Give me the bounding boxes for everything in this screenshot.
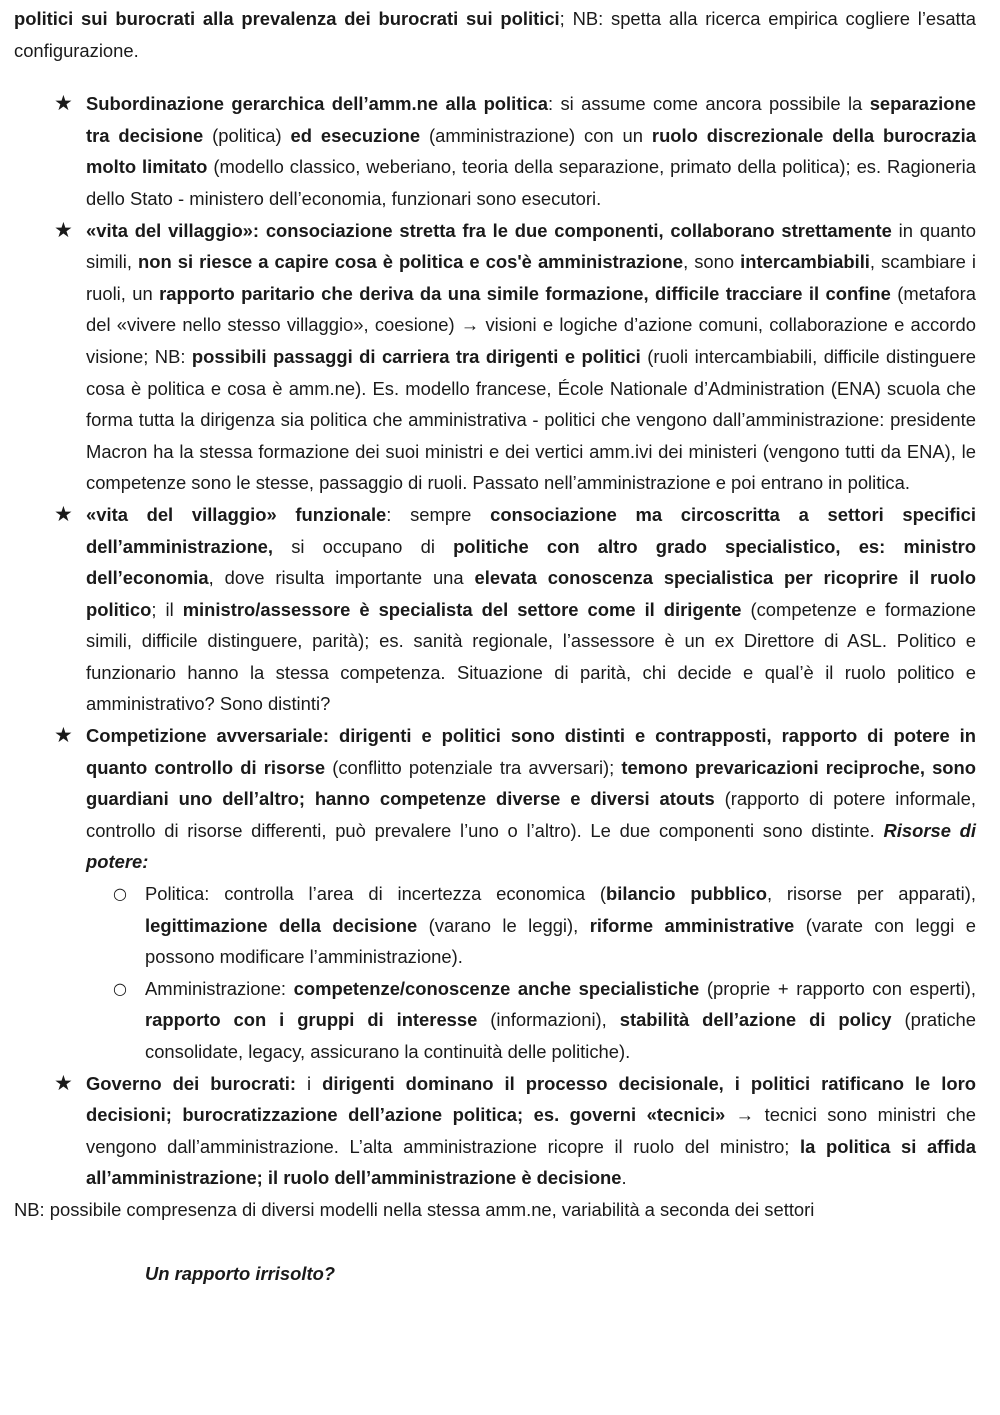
text-bold: separazione tra decisione [86,93,976,146]
text-bold: legittimazione della decisione [145,914,418,936]
text: , scambiare i ruoli, un [86,251,977,304]
text: (conflitto potenziale tra avversari); [325,756,622,778]
text: → tecnici sono ministri che vengono dall’amministrazione. L’alta amministrazione ricopre il ruolo del ministro; [86,1104,976,1157]
text: (varano le leggi), [417,914,590,936]
intro-paragraph [14,3,976,66]
text: (ruoli intercambiabili, difficile distinguere cosa è politica e cosa è amm.ne). Es. modello francese, École Nationale d’Administration (ENA) scuola che forma tutta la dirigenza sia politica che amministrativa - politici che vengono dall’amministrazione: presidente Macron ha la stessa formazione dei suoi ministri e dei vertici amm.ivi dei ministeri (vengono tutti da ENA), le competenze sono le stesse, passaggio di ruoli. Passato nell’amministrazione e poi entrano in politica. [86,345,976,494]
text-bold: politiche con altro grado specialistico, es: ministro dell’economia [86,535,976,589]
text: : sempre [386,503,491,525]
models-list [14,88,976,1194]
text-bold: elevata conoscenza specialistica per ricoprire il ruolo politico [86,567,976,620]
text: (informazioni), [477,1009,620,1031]
text: (varate con leggi e possono modificare l’amministrazione). [145,914,976,968]
text-bold: Competizione avversariale: dirigenti e politici sono distinti e contrapposti, rapporto di potere in quanto controllo di risorse [86,725,976,778]
text-bold: «vita del villaggio» funzionale [86,503,387,525]
text-bold: non si riesce a capire cosa è politica e cos'è amministrazione [138,251,684,273]
section-heading: Un rapporto irrisolto? [145,1262,336,1284]
list-item-vita-del-villaggio-funzionale [14,499,976,720]
text: , dove risulta importante una [208,567,475,589]
text-bold: possibili passaggi di carriera tra dirigenti e politici [191,345,641,367]
list-item-vita-del-villaggio [14,215,976,499]
star-bullet-icon: ★ [54,217,73,242]
text: (pratiche consolidate, legacy, assicurano la continuità delle politiche). [145,1009,976,1062]
footnote: NB: possibile compresenza di diversi modelli nella stessa amm.ne, variabilità a seconda dei settori [14,1198,815,1220]
text-bold: riforme amministrative [589,914,795,936]
text: , sono [683,251,741,273]
text: in quanto simili, [86,219,976,273]
text-bold: intercambiabili [740,251,870,273]
text: (metafora del «vivere nello stesso villaggio», coesione) → visioni e logiche d’azione comuni, collaborazione e accordo visione; NB: [86,282,976,367]
text-bold: ruolo discrezionale della burocrazia molto limitato [86,124,977,178]
star-bullet-icon: ★ [54,501,73,526]
text-bold: stabilità dell’azione di policy [619,1009,892,1031]
text: (rapporto di potere informale, controllo di risorse differenti, può prevalere l’uno o l’altro). Le due componenti sono distinte. [86,788,976,841]
text: si occupano di [273,535,454,557]
list-item-competizione-avversariale [14,720,976,1068]
list-item-subordinazione [14,88,976,214]
text: , risorse per apparati), [766,883,976,905]
text-bold: competenze/conoscenze anche specialistiche [293,977,700,999]
text-bold: consociazione ma circoscritta a settori specifici dell’amministrazione, [86,503,976,557]
text-bold: «vita del villaggio»: consociazione stretta fra le due componenti, collaborano strettamente [86,219,892,241]
text-bold: rapporto paritario che deriva da una simile formazione, difficile tracciare il confine [159,282,891,304]
text-bold: rapporto con i gruppi di interesse [145,1009,478,1031]
star-bullet-icon: ★ [54,723,73,748]
sub-item-amministrazione [86,973,976,1068]
text: Politica: controlla l’area di incertezza economica ( [145,883,607,905]
text: . [621,1167,627,1189]
text-bold: ministro/assessore è specialista del settore come il dirigente [182,598,742,620]
text: (competenze e formazione simili, difficile distinguere, parità); es. sanità regionale, l’assessore è un ex Direttore di ASL. Politico e funzionario hanno la stessa competenza. Situazione di parità, chi decide e qual’è il ruolo politico e amministrativo? Sono distinti? [86,598,976,715]
text-bold: temono prevaricazioni reciproche, sono guardiani uno dell’altro; hanno competenze diverse e diversi atouts [86,756,976,810]
text-bold: ed esecuzione [290,124,421,146]
intro-bold: politici sui burocrati alla prevalenza dei burocrati sui politici [14,8,560,29]
circle-bullet-icon: ○ [113,884,127,904]
text: ; il [151,598,183,620]
text-bold: Governo dei burocrati: [86,1072,297,1094]
text: (proprie + rapporto con esperti), [699,977,976,999]
text: Amministrazione: [145,977,294,999]
text-bold: la politica si affida all’amministrazione; il ruolo dell’amministrazione è decisione [86,1135,976,1189]
sub-item-politica [86,878,976,973]
text: (amministrazione) con un [420,124,652,146]
text: i [296,1072,323,1094]
text-bold-italic: Risorse di potere: [86,819,976,873]
intro-text: ; NB: spetta alla ricerca empirica cogliere l’esatta configurazione. [14,8,977,61]
star-bullet-icon: ★ [54,91,73,116]
text-bold: bilancio pubblico [606,883,767,905]
power-resources-list [86,878,976,1068]
list-item-governo-dei-burocrati [14,1068,976,1194]
star-bullet-icon: ★ [54,1070,73,1095]
text-bold: Subordinazione gerarchica dell’amm.ne alla politica [86,93,548,115]
text: (politica) [203,124,291,146]
circle-bullet-icon: ○ [113,978,127,998]
text: : si assume come ancora possibile la [547,93,870,115]
text-bold: dirigenti dominano il processo decisionale, i politici ratificano le loro decisioni; burocratizzazione dell’azione politica; es. governi «tecnici» [86,1072,976,1126]
text: (modello classico, weberiano, teoria della separazione, primato della politica); es. Ragioneria dello Stato - ministero dell’economia, funzionari sono esecutori. [86,156,976,209]
